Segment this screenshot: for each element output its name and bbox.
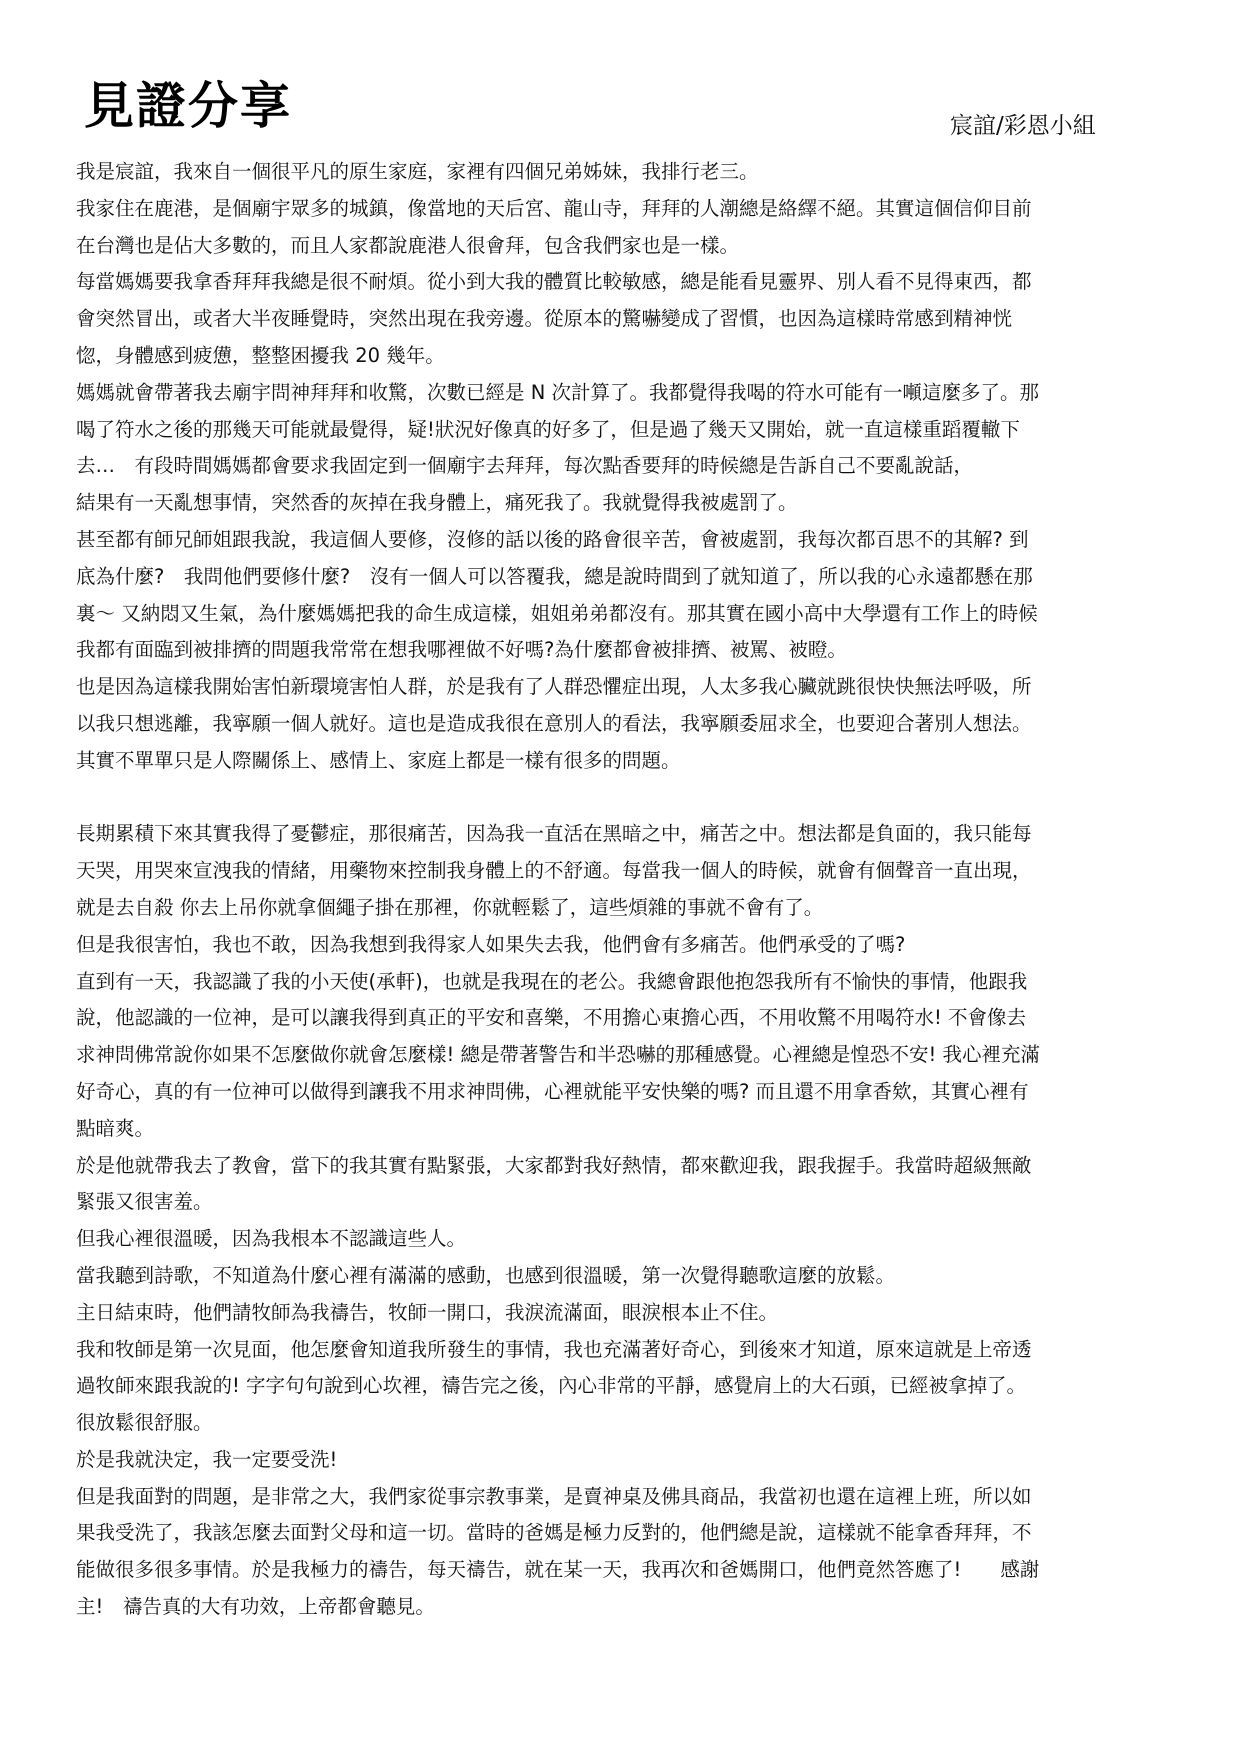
text-line: 裏～ 又納悶又生氣，為什麼媽媽把我的命生成這樣，姐姐弟弟都沒有。那其實在國小高中大學還有工作上的時候: [76, 601, 1038, 625]
text-line: 就是去自殺 你去上吊你就拿個繩子掛在那裡，你就輕鬆了，這些煩雜的事就不會有了。: [76, 895, 824, 919]
text-line: 天哭，用哭來宣洩我的情緒，用藥物來控制我身體上的不舒適。每當我一個人的時候，就會有個聲音一直出現，: [76, 859, 1032, 883]
text-line: 主日結束時，他們請牧師為我禱告，牧師一開口，我淚流滿面，眼淚根本止不住。: [76, 1300, 779, 1324]
text-line: 直到有一天，我認識了我的小天使(承軒)，也就是我現在的老公。我總會跟他抱怨我所有不愉快的事情，他跟我: [76, 969, 1028, 993]
text-line: 我是宸誼，我來自一個很平凡的原生家庭，家裡有四個兄弟姊妹，我排行老三。: [76, 160, 759, 183]
text-line: 喝了符水之後的那幾天可能就最覺得，疑!狀況好像真的好多了，但是過了幾天又開始，就一直這樣重蹈覆轍下: [76, 417, 1020, 441]
text-line: 很放鬆很舒服。: [76, 1411, 213, 1435]
text-line: 於是我就決定，我一定要受洗!: [76, 1447, 338, 1471]
text-line: 在台灣也是佔大多數的，而且人家都說鹿港人很會拜，包含我們家也是一樣。: [76, 233, 740, 257]
text-line: 甚至都有師兄師姐跟我說，我這個人要修，沒修的話以後的路會很辛苦，會被處罰，我每次都百思不的其解? 到: [76, 527, 1029, 551]
text-line: 好奇心，真的有一位神可以做得到讓我不用求神問佛，心裡就能平安快樂的嗎? 而且還不用拿香欸，其實心裡有: [76, 1079, 1029, 1103]
text-line: 去… 有段時間媽媽都會要求我固定到一個廟宇去拜拜，每次點香要拜的時候總是告訴自己不要亂說話，: [76, 454, 974, 478]
text-line: 我都有面臨到被排擠的問題我常常在想我哪裡做不好嗎?為什麼都會被排擠、被罵、被瞪。: [76, 638, 847, 662]
text-line: 惚，身體感到疲憊，整整困擾我 20 幾年。: [76, 343, 445, 367]
text-line: 但是我面對的問題，是非常之大，我們家從事宗教事業，是賣神桌及佛具商品，我當初也還在這裡上班，所以如: [76, 1484, 1032, 1508]
text-line: 我家住在鹿港，是個廟宇眾多的城鎮，像當地的天后宮、龍山寺，拜拜的人潮總是絡繹不絕。其實這個信仰目前: [76, 196, 1032, 220]
text-line: 也是因為這樣我開始害怕新環境害怕人群，於是我有了人群恐懼症出現，人太多我心臟就跳很快快無法呼吸，所: [76, 675, 1032, 699]
text-line: 主! 禱告真的大有功效，上帝都會聽見。: [76, 1595, 435, 1619]
text-line: 但我心裡很溫暖，因為我根本不認識這些人。: [76, 1227, 467, 1251]
text-line: 長期累積下來其實我得了憂鬱症，那很痛苦，因為我一直活在黑暗之中，痛苦之中。想法都是負面的，我只能每: [76, 822, 1032, 846]
text-line: 媽媽就會帶著我去廟宇問神拜拜和收驚，次數已經是 N 次計算了。我都覺得我喝的符水可能有一噸這麼多了。那: [76, 380, 1039, 404]
text-line: 說，他認識的一位神，是可以讓我得到真正的平安和喜樂，不用擔心東擔心西，不用收驚不用喝符水! 不會像去: [76, 1006, 1027, 1030]
text-line: 求神問佛常說你如果不怎麼做你就會怎麼樣! 總是帶著警告和半恐嚇的那種感覺。心裡總是惶恐不安! 我心裡充滿: [76, 1043, 1041, 1067]
text-line: 每當媽媽要我拿香拜拜我總是很不耐煩。從小到大我的體質比較敏感，總是能看見靈界、別人看不見得東西，都: [76, 270, 1032, 294]
text-line: 會突然冒出，或者大半夜睡覺時，突然出現在我旁邊。從原本的驚嚇變成了習慣，也因為這樣時常感到精神恍: [76, 307, 1013, 331]
text-line: 我和牧師是第一次見面，他怎麼會知道我所發生的事情，我也充滿著好奇心，到後來才知道，原來這就是上帝透: [76, 1337, 1032, 1361]
text-line: 能做很多很多事情。於是我極力的禱告，每天禱告，就在某一天，我再次和爸媽開口，他們竟然答應了! 感謝: [76, 1558, 1040, 1582]
blank-line: [76, 780, 1176, 817]
text-line: 於是他就帶我去了教會，當下的我其實有點緊張，大家都對我好熱情，都來歡迎我，跟我握手。我當時超級無敵: [76, 1153, 1032, 1177]
text-line: 緊張又很害羞。: [76, 1190, 213, 1214]
text-line: 結果有一天亂想事情，突然香的灰掉在我身體上，痛死我了。我就覺得我被處罰了。: [76, 491, 798, 515]
testimony-body: [76, 154, 1176, 1626]
page-title: 見證分享: [84, 77, 292, 135]
text-line: 過牧師來跟我說的! 字字句句說到心坎裡，禱告完之後，內心非常的平靜，感覺肩上的大石頭，已經被拿掉了。: [76, 1374, 1027, 1398]
text-line: 底為什麼? 我問他們要修什麼? 沒有一個人可以答覆我，總是說時間到了就知道了，所以我的心永遠都懸在那: [76, 564, 1033, 588]
text-line: 點暗爽。: [76, 1116, 155, 1140]
text-line: 但是我很害怕，我也不敢，因為我想到我得家人如果失去我，他們會有多痛苦。他們承受的了嗎?: [76, 932, 906, 956]
author-line: 宸誼/彩恩小組: [950, 113, 1096, 139]
text-line: 以我只想逃離，我寧願一個人就好。這也是造成我很在意別人的看法，我寧願委屈求全，也要迎合著別人想法。: [76, 711, 1032, 735]
text-line: 當我聽到詩歌，不知道為什麼心裡有滿滿的感動，也感到很溫暖，第一次覺得聽歌這麼的放鬆。: [76, 1263, 896, 1287]
text-line: 其實不單單只是人際關係上、感情上、家庭上都是一樣有很多的問題。: [76, 748, 681, 772]
text-line: 果我受洗了，我該怎麼去面對父母和這一切。當時的爸媽是極力反對的，他們總是說，這樣就不能拿香拜拜，不: [76, 1521, 1032, 1545]
